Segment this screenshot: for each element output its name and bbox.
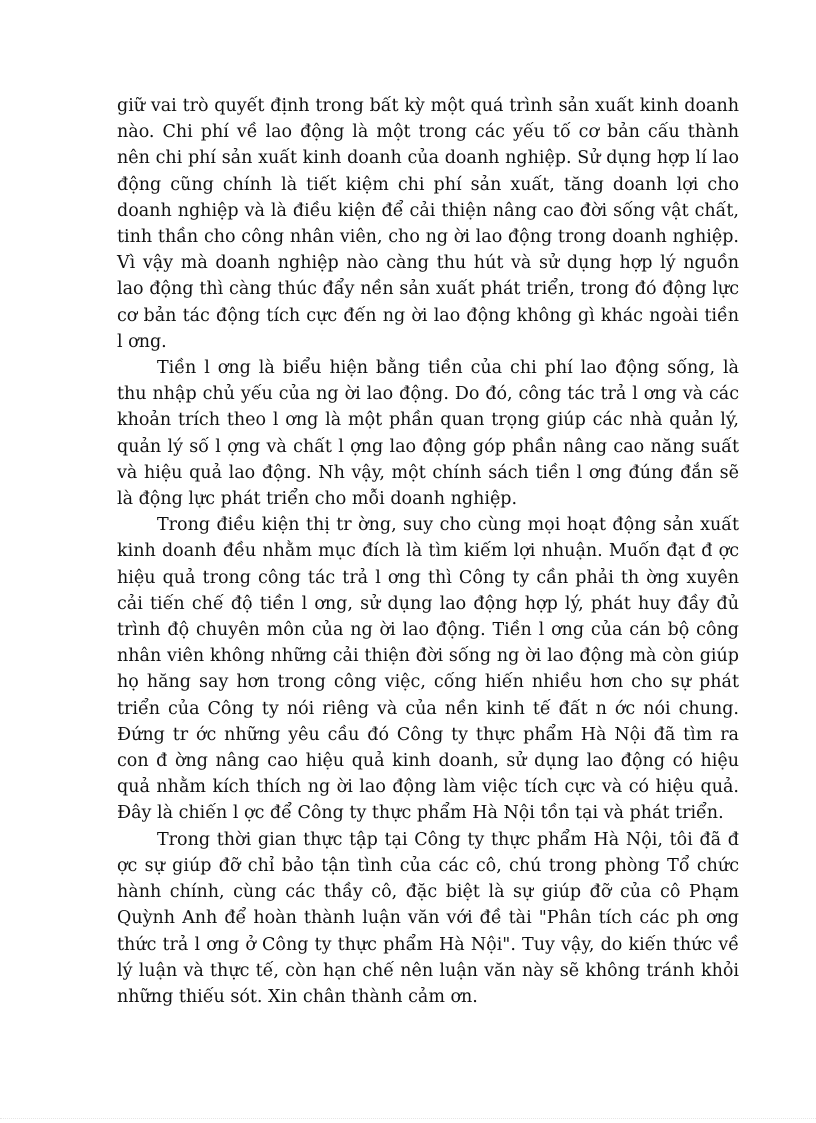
paragraph-3: Trong điều kiện thị tr ờng, suy cho cùng mọi hoạt động sản xuất kinh doanh đều nhằm mục đích là tìm kiếm lợi nhuận. Muốn đạt đ ợc hiệu quả trong công tác trả l ơng thì Công ty cần phải th ờng xuyên cải tiến chế độ tiền l ơng, sử dụng lao động hợp lý, phát huy đầy đủ trình độ chuyên môn của ng ời lao động. Tiền l ơng của cán bộ công nhân viên không những cải thiện đời sống ng ời lao động mà còn giúp họ hăng say hơn trong công việc, cống hiến nhiều hơn cho sự phát triển của Công ty nói riêng và của nền kinh tế đất n ớc nói chung. Đứng tr ớc những yêu cầu đó Công ty thực phẩm Hà Nội đã tìm ra con đ ờng nâng cao hiệu quả kinh doanh, sử dụng lao động có hiệu quả nhằm kích thích ng ời lao động làm việc tích cực và có hiệu quả. Đây là chiến l ợc để Công ty thực phẩm Hà Nội tồn tại và phát triển. (117, 515, 739, 824)
paragraph-2: Tiền l ơng là biểu hiện bằng tiền của chi phí lao động sống, là thu nhập chủ yếu của ng ời lao động. Do đó, công tác trả l ơng và các khoản trích theo l ơng là một phần quan trọng giúp các nhà quản lý, quản lý số l ợng và chất l ợng lao động góp phần nâng cao năng suất và hiệu quả lao động. Nh vậy, một chính sách tiền l ơng đúng đắn sẽ là động lực phát triển cho mỗi doanh nghiệp. (117, 358, 739, 510)
page-bottom-divider (0, 1118, 816, 1119)
body-text (117, 93, 739, 1010)
paragraph-4: Trong thời gian thực tập tại Công ty thực phẩm Hà Nội, tôi đã đ ợc sự giúp đỡ chỉ bảo tận tình của các cô, chú trong phòng Tổ chức hành chính, cùng các thầy cô, đặc biệt là sự giúp đỡ của cô Phạm Quỳnh Anh để hoàn thành luận văn với đề tài "Phân tích các ph ơng thức trả l ơng ở Công ty thực phẩm Hà Nội". Tuy vậy, do kiến thức về lý luận và thực tế, còn hạn chế nên luận văn này sẽ không tránh khỏi những thiếu sót. Xin chân thành cảm ơn. (117, 829, 739, 1007)
paragraph-1: giữ vai trò quyết định trong bất kỳ một quá trình sản xuất kinh doanh nào. Chi phí về lao động là một trong các yếu tố cơ bản cấu thành nên chi phí sản xuất kinh doanh của doanh nghiệp. Sử dụng hợp lí lao động cũng chính là tiết kiệm chi phí sản xuất, tăng doanh lợi cho doanh nghiệp và là điều kiện để cải thiện nâng cao đời sống vật chất, tinh thần cho công nhân viên, cho ng ời lao động trong doanh nghiệp. Vì vậy mà doanh nghiệp nào càng thu hút và sử dụng hợp lý nguồn lao động thì càng thúc đẩy nền sản xuất phát triển, trong đó động lực cơ bản tác động tích cực đến ng ời lao động không gì khác ngoài tiền l ơng. (117, 96, 739, 352)
